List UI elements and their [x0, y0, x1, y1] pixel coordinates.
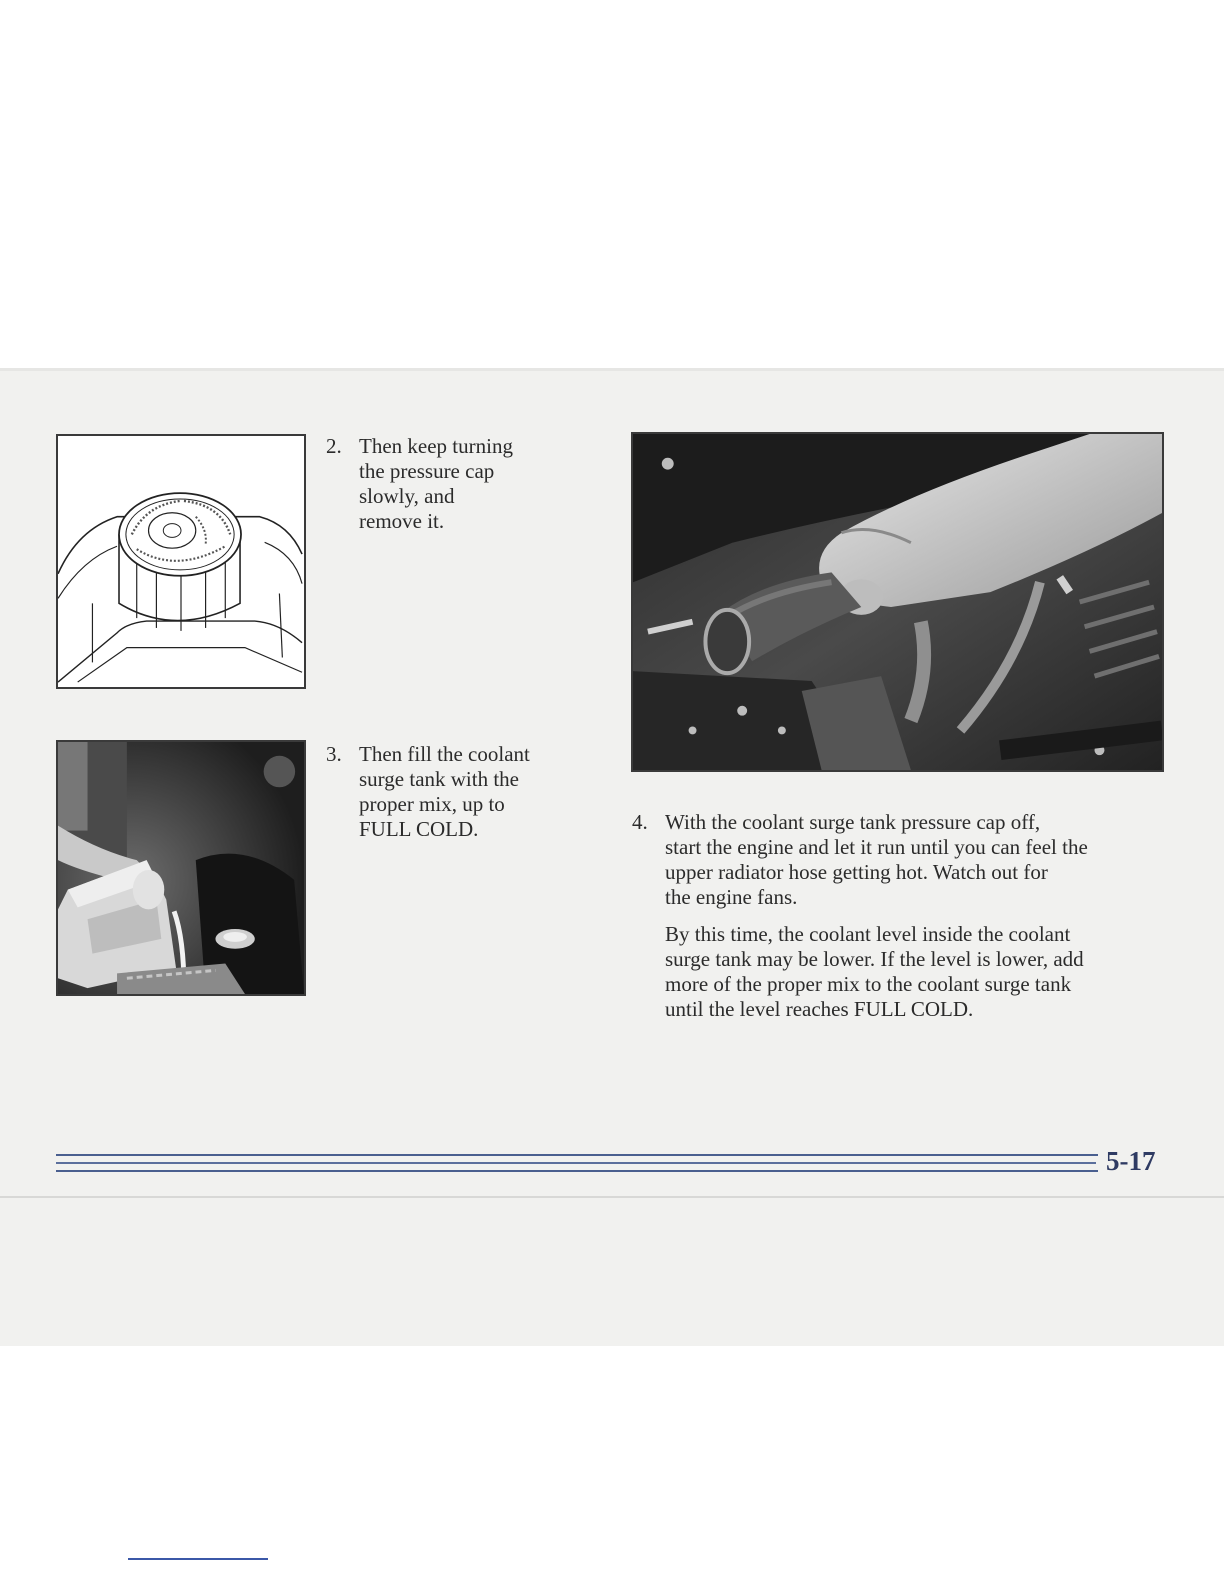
step-line: Then keep turning	[359, 434, 513, 458]
paragraph-line: surge tank may be lower. If the level is lower, add	[665, 947, 1084, 971]
paragraph-line: more of the proper mix to the coolant surge tank	[665, 972, 1072, 996]
step-line: remove it.	[359, 509, 445, 533]
radiator-hose-icon	[633, 434, 1162, 770]
step-line: surge tank with the	[359, 767, 520, 791]
page-edge-bottom	[0, 1196, 1224, 1198]
step-line: FULL COLD.	[359, 817, 479, 841]
paragraph-line: By this time, the coolant level inside the coolant	[665, 922, 1071, 946]
step-2	[326, 434, 556, 544]
step-text	[359, 434, 539, 534]
step-text	[665, 810, 1150, 910]
pressure-cap-icon	[58, 436, 304, 687]
step-line: the pressure cap	[359, 459, 495, 483]
footer-rule	[56, 1162, 1096, 1164]
step-text	[359, 742, 559, 842]
step-line: start the engine and let it run until you can feel the	[665, 835, 1088, 859]
page-number: 5-17	[1106, 1146, 1156, 1176]
footer-rule	[56, 1170, 1098, 1172]
step-line: Then fill the coolant	[359, 742, 530, 766]
pressure-cap-illustration	[56, 434, 306, 689]
step-3	[326, 742, 566, 852]
radiator-hose-photo	[631, 432, 1164, 772]
step-number: 3.	[326, 742, 342, 766]
step-line: slowly, and	[359, 484, 455, 508]
step-line: With the coolant surge tank pressure cap off,	[665, 810, 1041, 834]
footer-rule	[56, 1154, 1098, 1156]
step-line: the engine fans.	[665, 885, 798, 909]
step-number: 4.	[632, 810, 648, 834]
paragraph-line: until the level reaches FULL COLD.	[665, 997, 974, 1021]
pouring-coolant-icon	[58, 742, 304, 994]
step-number: 2.	[326, 434, 342, 458]
follow-up-paragraph	[665, 922, 1145, 1022]
step-line: proper mix, up to	[359, 792, 505, 816]
bottom-accent-line	[128, 1558, 268, 1560]
step-4	[632, 810, 1152, 920]
pouring-coolant-photo	[56, 740, 306, 996]
step-line: upper radiator hose getting hot. Watch out for	[665, 860, 1048, 884]
page-edge-top	[0, 368, 1224, 371]
